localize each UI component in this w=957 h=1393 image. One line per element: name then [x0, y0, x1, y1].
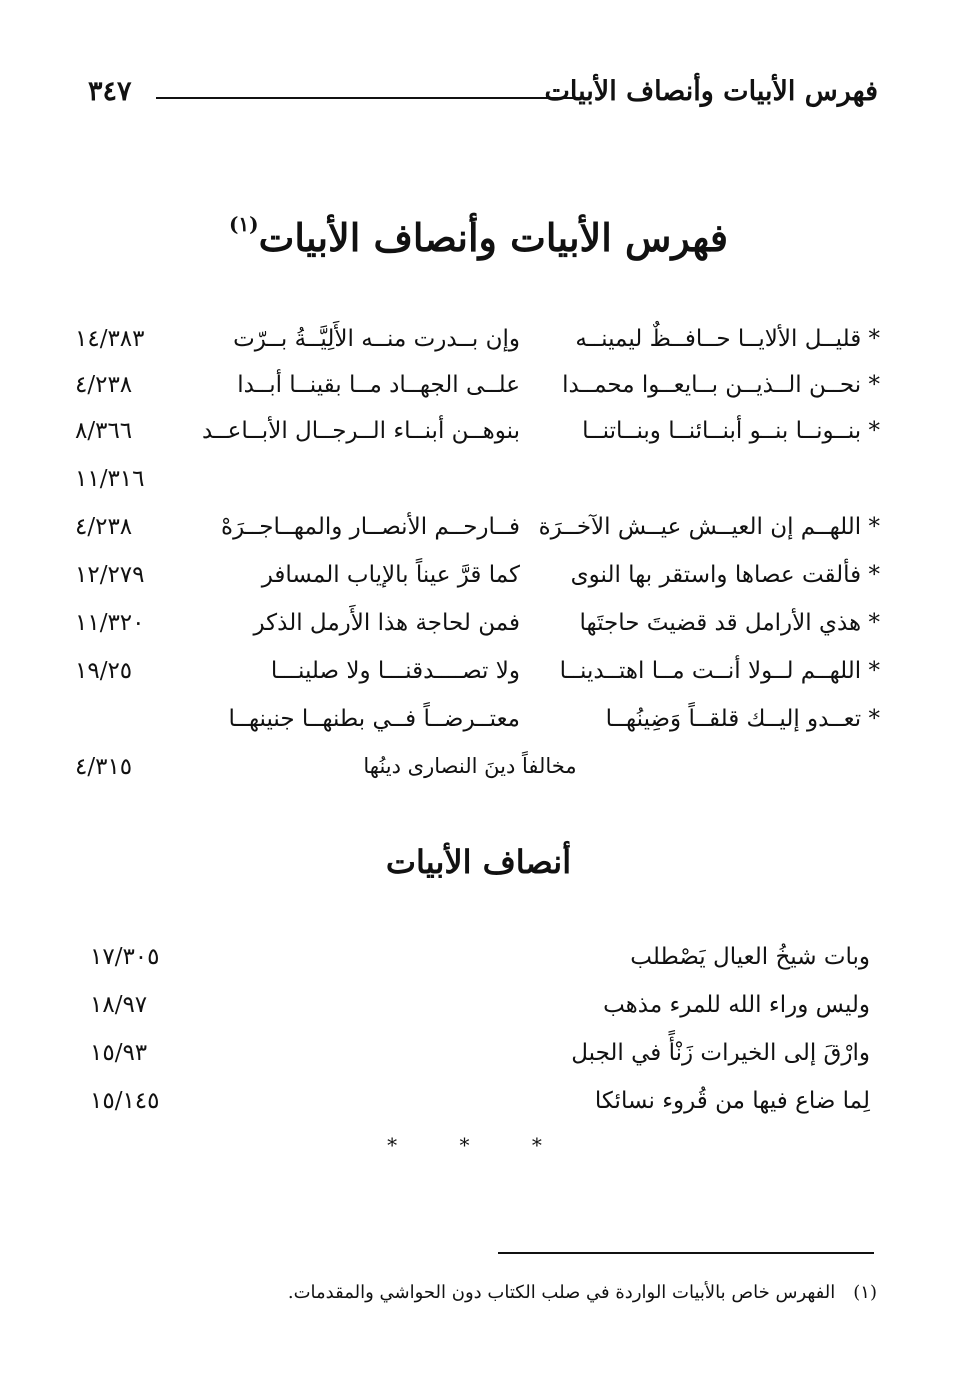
section-title: أنصاف الأبيات	[385, 843, 572, 881]
verse-row	[60, 658, 880, 702]
verse-continuation-text: مخالفاً دينَ النصارى دينُها	[363, 754, 577, 778]
half-verse-text: وليس وراء الله للمرء مذهب	[603, 992, 870, 1018]
verse-continuation-row	[60, 754, 880, 798]
header-rule	[156, 97, 578, 99]
verse-reference: ١١/٣٢٠	[75, 610, 145, 636]
running-header	[88, 70, 878, 120]
title-footnote-mark: (١)	[228, 212, 259, 236]
page-title-text: فهرس الأبيات وأنصاف الأبيات	[258, 215, 729, 260]
half-verse-row	[90, 944, 870, 988]
verse-row	[60, 514, 880, 558]
verse-reference: ٨/٣٦٦	[75, 418, 133, 444]
half-verse-text: لِما ضاع فيها من قُروء نسائكا	[594, 1088, 870, 1114]
verse-second-hemistich: فــارحــم الأنصــار والمهــاجــرَهْ	[221, 514, 520, 540]
half-verse-reference: ١٧/٣٠٥	[90, 944, 160, 970]
footnote-text: الفهرس خاص بالأبيات الواردة في صلب الكتاب دون الحواشي والمقدمات.	[287, 1282, 836, 1303]
verse-row	[60, 706, 880, 750]
verse-reference: ٤/٣١٥	[75, 754, 133, 780]
verse-first-hemistich: * نحــن الــذيــن بــايعــوا محمــدا	[562, 372, 880, 398]
running-title: فهرس الأبيات وأنصاف الأبيات	[544, 76, 878, 107]
verse-first-hemistich: * اللهــم إن العيــش عيــش الآخــرَة	[538, 514, 880, 540]
footnote-rule	[498, 1252, 874, 1254]
footnote-mark: (١)	[853, 1282, 877, 1303]
verse-first-hemistich: * هذي الأرامل قد قضيتَ حاجتَها	[579, 610, 880, 636]
verse-second-hemistich: ولا تصــــدقنـــا ولا صلينـــا	[270, 658, 520, 684]
half-verse-reference: ١٥/٩٣	[90, 1040, 148, 1066]
verse-first-hemistich: * اللهــم لــولا أنــت مــا اهتــدينــا	[559, 658, 880, 684]
half-verse-row	[90, 992, 870, 1036]
half-verse-text: وبات شيخُ العيال يَصْطلب	[630, 944, 870, 970]
verse-second-hemistich: وإن بــدرت منــه الأَلِيَّــةُ بــرّت	[233, 326, 520, 352]
verse-second-hemistich: معتــرضــاً فــي بطنهــا جنينهــا	[228, 706, 520, 732]
verse-row	[60, 418, 880, 462]
verse-reference: ٤/٢٣٨	[75, 372, 133, 398]
verse-reference: ١٢/٢٧٩	[75, 562, 145, 588]
verse-reference: ١٩/٢٥	[75, 658, 133, 684]
verse-second-hemistich: كما قرَّ عيناً بالإياب المسافر	[261, 562, 520, 588]
half-verse-reference: ١٨/٩٧	[90, 992, 148, 1018]
verse-second-hemistich: فمن لحاجة هذا الأَرمل الذكر	[253, 610, 520, 636]
page-number: ٣٤٧	[88, 76, 132, 107]
verse-reference: ١١/٣١٦	[75, 466, 145, 492]
verse-row	[60, 610, 880, 654]
verse-row	[60, 326, 880, 370]
verse-second-hemistich: علــى الجهــاد مــا بقينــا أبــدا	[237, 372, 520, 398]
half-verse-row	[90, 1088, 870, 1132]
verse-first-hemistich: * فألقت عصاها واستقر بها النوى	[570, 562, 880, 588]
verse-first-hemistich: * تعــدو إليــك قلقــاً وَضِينُهــا	[605, 706, 880, 732]
footnote	[77, 1282, 877, 1303]
verse-first-hemistich: * قليــل الألايــا حــافــظٌ ليمينــه	[575, 326, 880, 352]
verse-row	[60, 466, 880, 510]
verse-first-hemistich: * بنــونــا بنــو أبنــائنــا وبنــاتنــا	[582, 418, 880, 444]
section-separator: * * *	[387, 1133, 570, 1157]
verse-reference: ١٤/٣٨٣	[75, 326, 145, 352]
verse-row	[60, 562, 880, 606]
half-verse-reference: ١٥/١٤٥	[90, 1088, 160, 1114]
page-title	[0, 212, 957, 260]
verse-row	[60, 372, 880, 416]
half-verse-row	[90, 1040, 870, 1084]
half-verse-text: وارْقَ إلى الخيرات زَنْأً في الجبل	[571, 1040, 870, 1066]
verse-second-hemistich: بنوهــن أبنــاء الــرجــال الأبــاعــد	[202, 418, 520, 444]
verse-reference: ٤/٢٣٨	[75, 514, 133, 540]
